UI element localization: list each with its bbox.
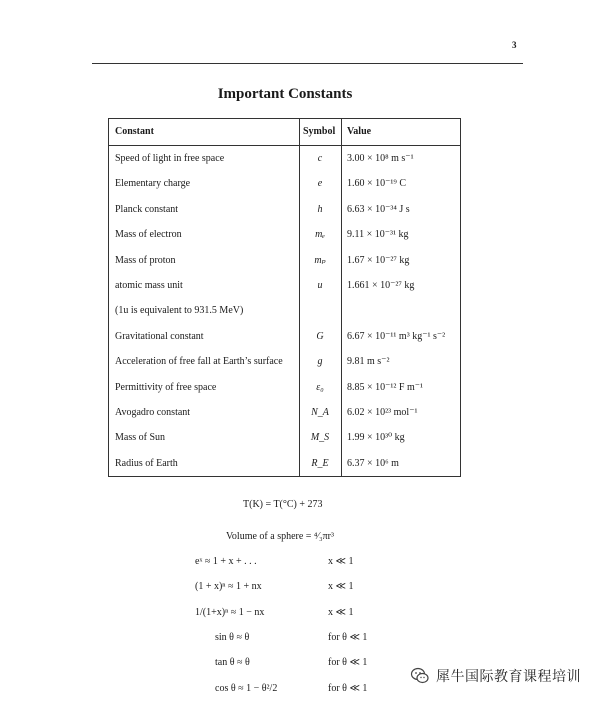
constant-cell: Mass of proton bbox=[115, 254, 176, 266]
table-row bbox=[109, 148, 460, 173]
table-row bbox=[109, 402, 460, 427]
constant-cell: Planck constant bbox=[115, 203, 179, 215]
watermark bbox=[410, 665, 581, 687]
value-cell: 1.67 × 10⁻²⁷ kg bbox=[347, 254, 410, 266]
symbol-cell: c bbox=[317, 153, 323, 164]
constant-cell: Acceleration of free fall at Earth’s surface bbox=[115, 356, 283, 368]
approx-expression: (1 + x)ⁿ ≈ 1 + nx bbox=[195, 581, 262, 592]
page-number: 3 bbox=[512, 40, 517, 50]
constant-cell: Speed of light in free space bbox=[115, 153, 225, 164]
table-row bbox=[109, 453, 460, 478]
symbol-cell: N_A bbox=[311, 407, 329, 418]
symbol-cell: G bbox=[316, 330, 324, 342]
symbol-cell: g bbox=[317, 356, 323, 368]
approx-condition: x ≪ 1 bbox=[328, 556, 354, 567]
symbol-cell: R_E bbox=[311, 457, 329, 469]
sphere-volume-formula: Volume of a sphere = ⁴⁄₃πr³ bbox=[226, 531, 334, 542]
table-row bbox=[109, 250, 460, 275]
value-cell: 6.67 × 10⁻¹¹ m³ kg⁻¹ s⁻² bbox=[347, 330, 446, 342]
header-constant: Constant bbox=[115, 126, 154, 137]
symbol-cell: h bbox=[317, 203, 323, 215]
value-cell: 1.661 × 10⁻²⁷ kg bbox=[347, 280, 415, 291]
symbol-cell: ε₀ bbox=[316, 381, 324, 393]
constant-cell: Avogadro constant bbox=[115, 407, 191, 418]
table-row bbox=[109, 377, 460, 402]
value-cell: 6.63 × 10⁻³⁴ J s bbox=[347, 203, 410, 215]
table-row bbox=[109, 173, 460, 198]
page-title: Important Constants bbox=[217, 86, 353, 102]
value-cell: 1.60 × 10⁻¹⁹ C bbox=[347, 178, 407, 190]
approx-condition: x ≪ 1 bbox=[328, 607, 354, 618]
constant-cell: Elementary charge bbox=[115, 178, 191, 190]
value-cell: 3.00 × 10⁸ m s⁻¹ bbox=[347, 153, 414, 164]
table-row bbox=[109, 224, 460, 249]
table-row bbox=[109, 427, 460, 452]
constants-table bbox=[108, 118, 461, 477]
table-row bbox=[109, 351, 460, 376]
constant-cell: Mass of electron bbox=[115, 229, 182, 241]
approx-expression: sin θ ≈ θ bbox=[215, 632, 250, 643]
header-value: Value bbox=[347, 126, 372, 137]
approx-condition: for θ ≪ 1 bbox=[328, 683, 368, 694]
symbol-cell: e bbox=[317, 178, 323, 190]
approx-expression: tan θ ≈ θ bbox=[215, 657, 250, 668]
header-symbol: Symbol bbox=[303, 126, 336, 137]
table-header-rule bbox=[109, 145, 460, 146]
symbol-cell: mₚ bbox=[314, 254, 326, 266]
value-cell: 6.37 × 10⁶ m bbox=[347, 457, 399, 469]
value-cell: 9.11 × 10⁻³¹ kg bbox=[347, 229, 409, 241]
constant-cell: Permittivity of free space bbox=[115, 381, 217, 393]
approx-expression: cos θ ≈ 1 − θ²/2 bbox=[215, 683, 278, 694]
temperature-formula: T(K) = T(°C) + 273 bbox=[243, 499, 323, 510]
approx-expression: 1/(1+x)ⁿ ≈ 1 − nx bbox=[195, 607, 265, 618]
constant-cell: Mass of Sun bbox=[115, 432, 166, 444]
value-cell: 9.81 m s⁻² bbox=[347, 356, 390, 368]
constant-cell: Gravitational constant bbox=[115, 330, 204, 342]
watermark-text: 犀牛国际教育课程培训 bbox=[436, 669, 581, 685]
symbol-cell: M_S bbox=[310, 432, 330, 444]
value-cell: 1.99 × 10³⁰ kg bbox=[347, 432, 405, 444]
approx-condition: for θ ≪ 1 bbox=[328, 657, 368, 668]
value-cell: 6.02 × 10²³ mol⁻¹ bbox=[347, 407, 418, 418]
wechat-icon bbox=[410, 666, 430, 686]
value-cell: 8.85 × 10⁻¹² F m⁻¹ bbox=[347, 381, 424, 393]
table-row bbox=[109, 199, 460, 224]
symbol-cell: mₑ bbox=[315, 229, 325, 241]
approx-condition: x ≪ 1 bbox=[328, 581, 354, 592]
symbol-cell: u bbox=[317, 280, 323, 291]
constant-cell: atomic mass unit bbox=[115, 280, 183, 291]
constant-cell: (1u is equivalent to 931.5 MeV) bbox=[115, 305, 244, 317]
table-row bbox=[109, 275, 460, 300]
constant-cell: Radius of Earth bbox=[115, 457, 178, 469]
table-row bbox=[109, 300, 460, 325]
approx-expression: eˣ ≈ 1 + x + . . . bbox=[195, 556, 257, 567]
approx-condition: for θ ≪ 1 bbox=[328, 632, 368, 643]
table-row bbox=[109, 326, 460, 351]
header-rule bbox=[92, 63, 523, 64]
